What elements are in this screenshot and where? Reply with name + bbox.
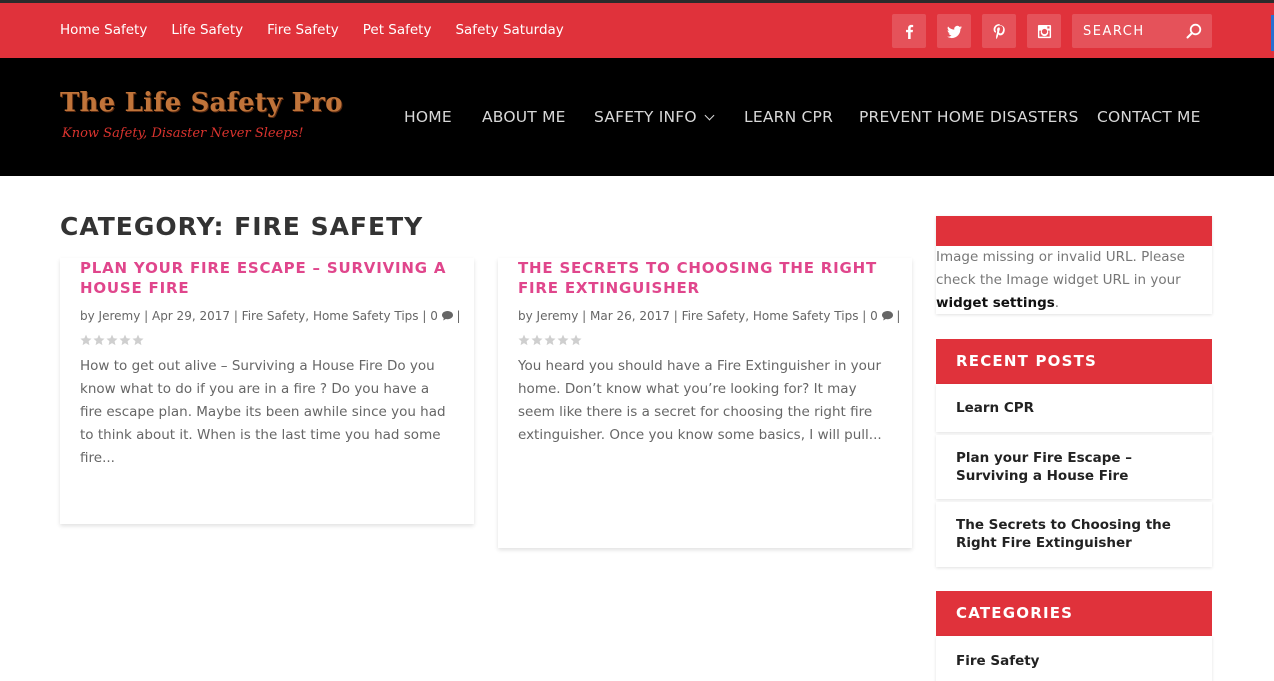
instagram-icon[interactable] xyxy=(1027,14,1061,48)
recent-posts-title: RECENT POSTS xyxy=(936,339,1212,384)
top-nav xyxy=(60,22,588,38)
post-meta: by Jeremy | Apr 29, 2017 | Fire Safety, Home Safety Tips | 0 | xyxy=(80,309,461,323)
top-bar xyxy=(0,0,1274,58)
post-date: Mar 26, 2017 xyxy=(589,309,670,323)
pinterest-icon[interactable] xyxy=(982,14,1016,48)
post-author[interactable]: Jeremy xyxy=(98,309,141,323)
post-title[interactable]: PLAN YOUR FIRE ESCAPE – SURVIVING A HOUSE FIRE xyxy=(80,259,447,297)
nav-safety-info[interactable] xyxy=(594,108,713,126)
site-header xyxy=(0,58,1274,176)
star-icon xyxy=(544,334,556,346)
star-icon xyxy=(132,334,144,346)
main-nav xyxy=(0,108,1274,128)
search-box xyxy=(1072,14,1212,48)
recent-post-link[interactable]: Learn CPR xyxy=(956,400,1035,416)
comment-icon xyxy=(442,311,453,321)
post-card xyxy=(498,258,912,548)
search-input[interactable] xyxy=(1072,14,1182,48)
top-nav-life-safety[interactable]: Life Safety xyxy=(171,22,244,38)
facebook-icon[interactable] xyxy=(892,14,926,48)
nav-prevent-home-disasters[interactable]: PREVENT HOME DISASTERS xyxy=(859,108,1079,126)
widget-settings-link[interactable]: widget settings xyxy=(936,295,1055,311)
post-comments[interactable] xyxy=(870,309,892,323)
recent-post-link[interactable]: Plan your Fire Escape – Surviving a House Fire xyxy=(956,450,1132,484)
chevron-down-icon xyxy=(704,111,714,121)
top-nav-home-safety[interactable]: Home Safety xyxy=(60,22,148,38)
categories-widget xyxy=(936,591,1212,681)
comment-icon xyxy=(882,311,893,321)
image-widget-message xyxy=(936,246,1206,315)
star-icon xyxy=(119,334,131,346)
star-icon xyxy=(93,334,105,346)
post-category[interactable]: Home Safety Tips xyxy=(312,309,419,323)
star-icon xyxy=(531,334,543,346)
image-widget-header xyxy=(936,216,1212,246)
star-icon xyxy=(518,334,530,346)
post-excerpt: You heard you should have a Fire Extinguisher in your home. Don’t know what you’re looking for? It may seem like there is a secret for choosing the right fire extinguisher. Once you know some basics, I will pull... xyxy=(518,358,882,443)
top-nav-safety-saturday[interactable]: Safety Saturday xyxy=(455,22,564,38)
post-category[interactable]: Fire Safety xyxy=(681,309,746,323)
post-title[interactable]: THE SECRETS TO CHOOSING THE RIGHT FIRE EXTINGUISHER xyxy=(518,259,877,297)
image-widget-text: Image missing or invalid URL. Please check the Image widget URL in your xyxy=(936,249,1185,288)
post-author[interactable]: Jeremy xyxy=(536,309,579,323)
site-logo-title[interactable]: The Life Safety Pro xyxy=(60,88,343,118)
top-nav-pet-safety[interactable]: Pet Safety xyxy=(362,22,432,38)
nav-contact-me[interactable]: CONTACT ME xyxy=(1097,108,1201,126)
star-icon xyxy=(80,334,92,346)
post-category[interactable]: Fire Safety xyxy=(241,309,306,323)
page-title: CATEGORY: FIRE SAFETY xyxy=(60,212,424,241)
recent-post-link[interactable]: The Secrets to Choosing the Right Fire Extinguisher xyxy=(956,517,1171,551)
list-item[interactable] xyxy=(936,435,1212,499)
rating-stars xyxy=(80,334,144,346)
star-icon xyxy=(557,334,569,346)
nav-home[interactable]: HOME xyxy=(404,108,452,126)
list-item[interactable] xyxy=(936,384,1212,432)
search-icon[interactable] xyxy=(1186,23,1202,39)
post-card xyxy=(60,258,474,524)
category-link[interactable]: Fire Safety xyxy=(956,653,1040,669)
list-item[interactable] xyxy=(936,502,1212,567)
nav-about-me[interactable]: ABOUT ME xyxy=(482,108,566,126)
post-excerpt: How to get out alive – Surviving a House Fire Do you know what to do if you are in a fire ? Do you have a fire escape plan. Maybe its been awhile since you had to think about it. When is the last time you had some fire... xyxy=(80,358,446,466)
comment-count: 0 xyxy=(870,309,878,323)
top-nav-fire-safety[interactable]: Fire Safety xyxy=(267,22,339,38)
post-category[interactable]: Home Safety Tips xyxy=(752,309,859,323)
comment-count: 0 xyxy=(430,309,438,323)
image-widget xyxy=(936,216,1212,314)
nav-learn-cpr[interactable]: LEARN CPR xyxy=(744,108,834,126)
image-widget-period: . xyxy=(1054,295,1060,311)
star-icon xyxy=(106,334,118,346)
twitter-icon[interactable] xyxy=(937,14,971,48)
categories-title: CATEGORIES xyxy=(936,591,1212,636)
recent-posts-widget xyxy=(936,339,1212,567)
star-icon xyxy=(570,334,582,346)
post-comments[interactable] xyxy=(430,309,452,323)
post-meta: by Jeremy | Mar 26, 2017 | Fire Safety, Home Safety Tips | 0 | xyxy=(518,309,901,323)
list-item[interactable] xyxy=(936,636,1212,681)
nav-safety-info-label: SAFETY INFO xyxy=(594,108,697,126)
post-date: Apr 29, 2017 xyxy=(151,309,230,323)
rating-stars xyxy=(518,334,582,346)
site-logo-tagline: Know Safety, Disaster Never Sleeps! xyxy=(62,126,304,141)
